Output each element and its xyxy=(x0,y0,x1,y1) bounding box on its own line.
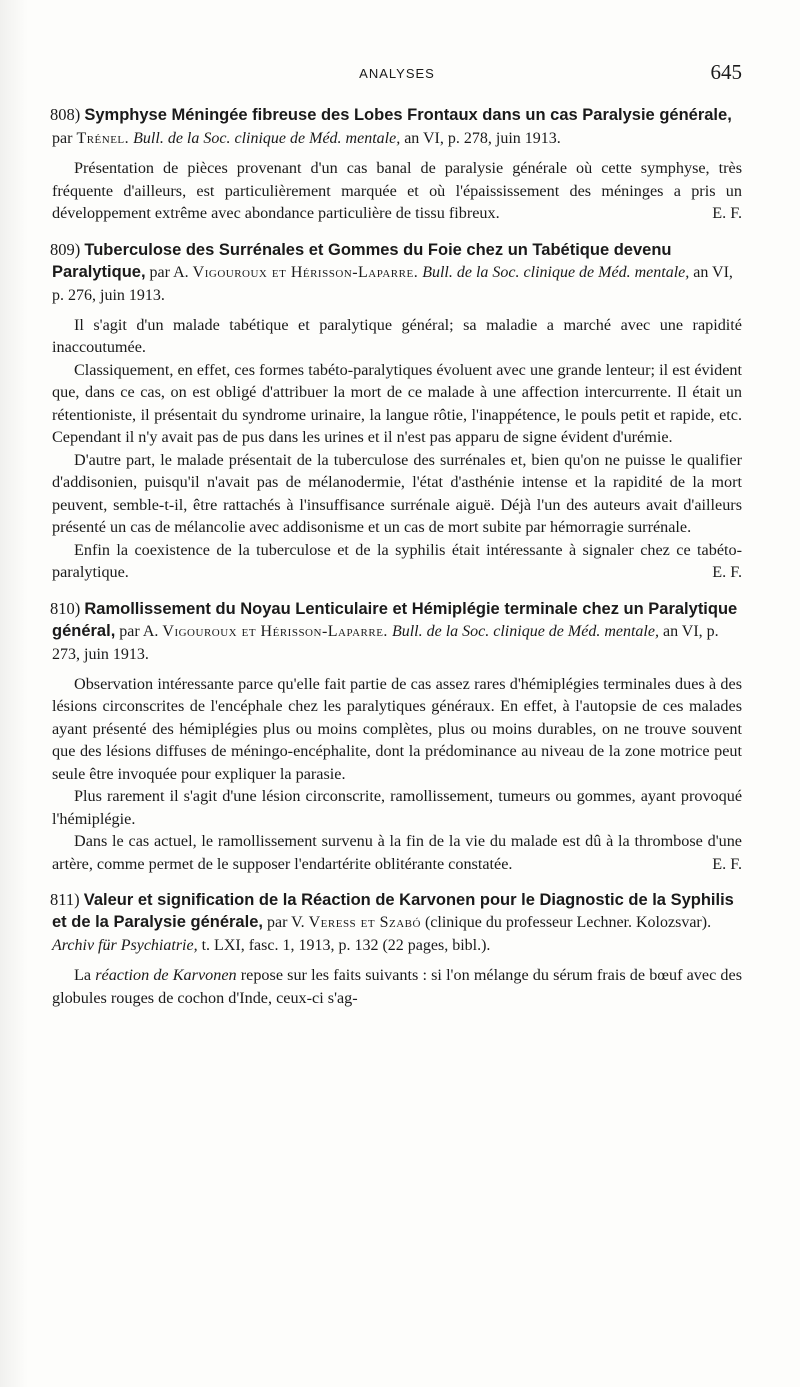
journal-name: Bull. de la Soc. clinique de Méd. mentale, xyxy=(418,263,690,281)
article-number: 808) xyxy=(50,105,81,124)
abstract-paragraph: Plus rarement il s'agit d'une lésion circonscrite, ramollissement, tumeurs ou gommes, ayant provoqué l'hémiplégie. xyxy=(52,787,742,828)
page-edge-shadow xyxy=(0,0,28,1387)
abstract-paragraph xyxy=(52,157,742,225)
running-title: ANALYSES xyxy=(359,66,435,81)
journal-page xyxy=(52,60,742,1009)
reference-text: par A. xyxy=(115,622,163,640)
journal-name: Bull. de la Soc. clinique de Méd. mentale, xyxy=(387,622,659,640)
paragraph-text: Dans le cas actuel, le ramollissement survenu à la fin de la vie du malade est dû à la thrombose d'une artère, comme permet de le supposer l'endartérite oblitérante constatée. xyxy=(52,832,742,873)
abstract-paragraph: Observation intéressante parce qu'elle fait partie de cas assez rares d'hémiplégies terminales dues à des lésions circonscrites de l'encéphale chez les paralytiques généraux. En effet, à l'autopsie de ces malades ayant présenté des hémiplégies plus ou moins complètes, plus ou moins durables, on ne trouve souvent que des lésions diffuses de méningo-encéphalite, dont la prédominance au niveau de la zone motrice peut seule être invoquée pour expliquer la parasie. xyxy=(52,674,742,783)
journal-name: Archiv für Psychiatrie, xyxy=(52,937,198,954)
article-810 xyxy=(52,598,742,876)
reviewer-signature: E. F. xyxy=(712,204,742,222)
abstract-paragraph: D'autre part, le malade présentait de la tuberculose des surrénales et, bien qu'on ne puisse le qualifier d'addisonien, puisqu'il n'avait pas de mélanodermie, l'état d'asthénie intense et la rapidité de la mort peuvent, semble-t-il, être rattachés à l'insuffisance surrénale aiguë. Déjà l'un des auteurs avait d'ailleurs présenté un cas de mélancolie avec addisonisme et un cas de mort subite par hémorragie surrénale. xyxy=(52,450,742,536)
page-number: 645 xyxy=(710,60,742,84)
article-author: Veress et Szabó xyxy=(308,914,421,931)
article-809 xyxy=(52,239,742,584)
reference-text: par V. xyxy=(262,914,309,931)
article-author: Vigouroux et Hérisson-Laparre. xyxy=(162,622,388,640)
running-head xyxy=(52,60,742,86)
article-author: Vigouroux et Hérisson-Laparre. xyxy=(192,263,419,281)
reference-details: (clinique du professeur Lechner. Kolozsvar). xyxy=(420,914,712,931)
article-811 xyxy=(52,889,742,1009)
article-title: Valeur et signification de la Réaction de Karvonen pour le Diagnostic de la Syphilis et de la Paralysie générale, xyxy=(52,891,734,931)
article-title: Tuberculose des Surrénales et Gommes du Foie chez un Tabétique devenu Paralytique, xyxy=(52,240,672,281)
reference-text: par A. xyxy=(145,263,193,281)
reference-details: an VI, p. 278, juin 1913. xyxy=(400,130,561,147)
article-title: Symphyse Méningée fibreuse des Lobes Frontaux dans un cas Paralysie générale, xyxy=(84,106,732,124)
article-author: Trénel. xyxy=(76,130,130,147)
reference-details: an VI, p. 276, juin 1913. xyxy=(52,263,733,304)
abstract-paragraph xyxy=(52,830,742,875)
reference-text: par xyxy=(52,130,77,147)
abstract-paragraph: Il s'agit d'un malade tabétique et paralytique général; sa maladie a marché avec une rapidité inaccoutumée. xyxy=(52,315,742,356)
abstract-paragraph: Classiquement, en effet, ces formes tabéto-paralytiques évoluent avec une grande lenteur; il est évident que, dans ce cas, on est obligé d'attribuer la mort de ce malade à une affection intercurrente. Il était un rétentioniste, il présentait du syndrome urinaire, la langue rôtie, l'inappétence, le pouls petit et rapide, etc. Cependant il n'y avait pas de pus dans les urines et il n'est pas apparu de signe évident d'urémie. xyxy=(52,360,742,446)
paragraph-text: Enfin la coexistence de la tuberculose et de la syphilis était intéressante à signaler chez ce tabéto-paralytique. xyxy=(52,540,742,581)
article-heading xyxy=(52,239,742,307)
paragraph-text-continued: repose sur les faits suivants : si l'on mélange du sérum frais de bœuf avec des globules rouges de cochon d'Inde, ceux-ci s'ag- xyxy=(52,966,742,1007)
article-title: Ramollissement du Noyau Lenticulaire et Hémiplégie terminale chez un Paralytique général, xyxy=(52,599,738,640)
reviewer-signature: E. F. xyxy=(712,563,742,581)
abstract-paragraph xyxy=(52,964,742,1009)
article-number: 811) xyxy=(50,890,80,909)
reviewer-signature: E. F. xyxy=(712,854,742,873)
article-number: 809) xyxy=(50,239,81,259)
abstract-paragraph xyxy=(52,539,742,584)
article-heading xyxy=(52,598,742,666)
reference-details: an VI, p. 273, juin 1913. xyxy=(52,622,719,663)
reference-details-2: t. LXI, fasc. 1, 1913, p. 132 (22 pages, bibl.). xyxy=(197,937,491,954)
paragraph-text: La xyxy=(74,966,96,984)
article-heading xyxy=(52,889,742,957)
article-808 xyxy=(52,104,742,225)
paragraph-text: Présentation de pièces provenant d'un cas banal de paralysie générale où cette symphyse, très fréquente d'ailleurs, est particulièrement marquée et où l'épaississement des méninges a pris un développement extrême avec abondance particulière de tissu fibreux. xyxy=(52,159,742,222)
article-heading xyxy=(52,104,742,150)
emphasized-term: réaction de Karvonen xyxy=(95,966,237,984)
journal-name: Bull. de la Soc. clinique de Méd. mentale, xyxy=(129,130,401,147)
article-number: 810) xyxy=(50,598,81,618)
